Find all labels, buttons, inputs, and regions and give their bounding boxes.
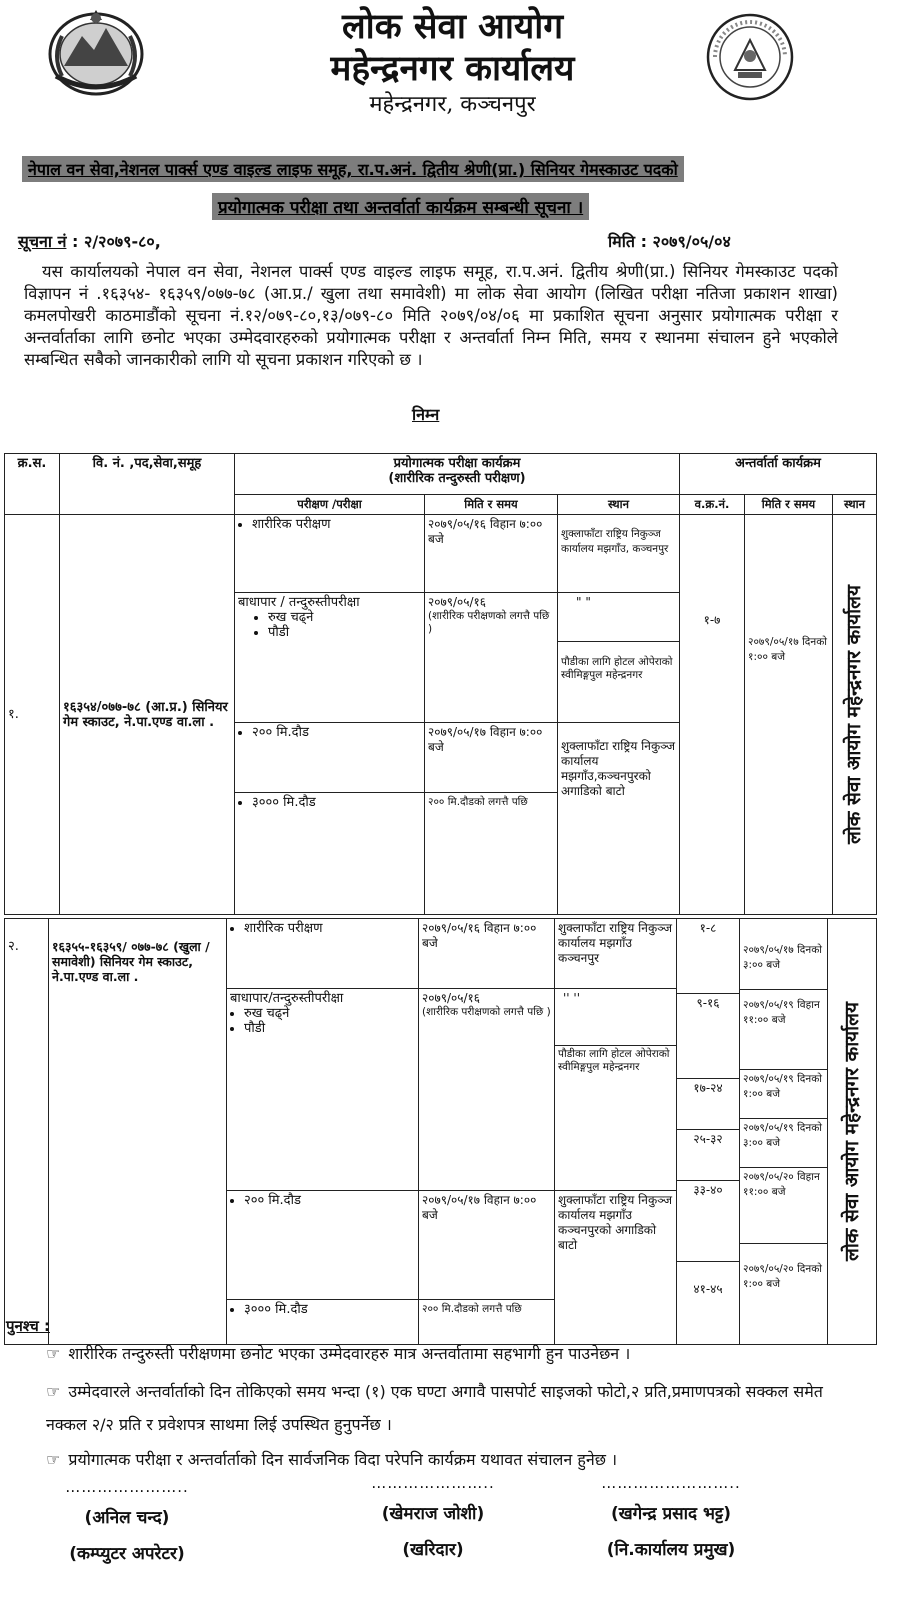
notice-value: : २/२०७९-८०, (72, 232, 161, 251)
row2-roll-5: ३३-४० (677, 1180, 739, 1261)
header-roll: व.क्र.नं. (680, 495, 745, 515)
row1-sn: १. (5, 515, 60, 915)
note-text-2: उम्मेदवारले अन्तर्वार्ताको दिन तोकिएको समय भन्दा (१) एक घण्टा अगावै पासपोर्ट साइजको फोटो,२ प्रति,प्रमाणपत्रको सक्कल समेत नक्कल २/२ प्रति र प्रवेशपत्र साथमा लिई उपस्थित हुनुपर्नेछ । (46, 1382, 823, 1434)
signature-title-3: (नि.कार्यालय प्रमुख) (606, 1540, 736, 1560)
header-date-time: मिति र समय (425, 495, 558, 515)
header-post: वि. नं. ,पद,सेवा,समूह (60, 454, 235, 515)
schedule-table-2 (4, 918, 877, 1345)
header-place: स्थान (558, 495, 680, 515)
notice-date (608, 230, 731, 252)
pointing-hand-icon: ☞ (46, 1450, 61, 1469)
row1-place1: शुक्लाफाँटा राष्ट्रिय निकुञ्ज कार्यालय मझगाँउ, कञ्चनपुर (558, 515, 680, 593)
date-label: मिति (608, 232, 635, 251)
notice-label: सूचना नं (18, 232, 67, 251)
row1-post: १६३५४/०७७-७८ (आ.प्र.) सिनियर गेम स्काउट, ने.पा.एण्ड वा.ला . (60, 515, 235, 915)
row2-idt-2: २०७९/०५/१९ विहान ११:०० बजे (740, 989, 827, 1069)
date-value: : २०७९/०५/०४ (640, 232, 731, 251)
row1-test4: • ३००० मि.दौड (252, 795, 421, 810)
row2-roll-1: १-८ (699, 921, 717, 935)
note-text-3: प्रयोगात्मक परीक्षा र अन्तर्वार्ताको दिन सार्वजनिक विदा परेपनि कार्यक्रम यथावत संचालन हुनेछ । (68, 1450, 618, 1469)
row2-roll-3: १७-२४ (677, 1078, 739, 1129)
office-title: महेन्द्रनगर कार्यालय (330, 48, 575, 89)
signature-name-2: (खेमराज जोशी) (381, 1504, 485, 1524)
pointing-hand-icon: ☞ (46, 1344, 61, 1363)
signature-title-2: (खरिदार) (402, 1540, 464, 1560)
row1-test2: बाधापार / तन्दुरुस्तीपरीक्षा (238, 595, 360, 610)
subject-line-1: नेपाल वन सेवा,नेशनल पार्क्स एण्ड वाइल्ड लाइफ समूह, रा.प.अनं. द्वितीय श्रेणी(प्रा.) सिनियर गेमस्काउट पदको (22, 156, 684, 182)
signature-name-1: (अनिल चन्द) (84, 1508, 170, 1528)
row2-idt-1: २०७९/०५/१७ दिनको ३:०० बजे (743, 944, 822, 971)
row2-idt-4: २०७९/०५/१९ दिनको ३:०० बजे (740, 1118, 827, 1167)
row2-place1: शुक्लाफाँटा राष्ट्रिय निकुञ्ज कार्यालय मझगाँउ कञ्चनपुर (555, 919, 677, 989)
row2-test2b: • पौडी (244, 1021, 415, 1036)
office-location: महेन्द्रनगर, कञ्चनपुर (369, 92, 536, 117)
header-interview: अन्तर्वार्ता कार्यक्रम (680, 454, 877, 495)
row2-interview-place: लोक सेवा आयोग महेन्द्रनगर कार्यालय (840, 1001, 863, 1262)
postscript-note-3 (46, 1446, 866, 1474)
org-title: लोक सेवा आयोग (341, 6, 564, 47)
nimna-heading: निम्न (412, 405, 440, 424)
table-row (5, 919, 877, 989)
header-practical-title: प्रयोगात्मक परीक्षा कार्यक्रम (393, 456, 521, 471)
row1-date3: २०७९/०५/१७ विहान ७:०० बजे (425, 723, 558, 793)
row1-test1: • शारीरिक परीक्षण (252, 517, 421, 532)
row2-date2a: २०७९/०५/१६ (422, 991, 481, 1005)
header-interview-place: स्थान (833, 495, 877, 515)
header-interview-date: मिति र समय (745, 495, 833, 515)
row2-sn: २. (5, 919, 49, 1345)
row2-test1: • शारीरिक परीक्षण (244, 921, 415, 936)
row2-date3: २०७९/०५/१७ विहान ७:०० बजे (419, 1191, 555, 1300)
row1-place4: शुक्लाफाँटा राष्ट्रिय निकुञ्ज कार्यालय मझगाँउ,कञ्चनपुरको अगाडिको बाटो (558, 723, 680, 915)
row2-idt-3: २०७९/०५/१९ दिनको १:०० बजे (740, 1069, 827, 1118)
signature-dots-3: …………………….. (601, 1474, 741, 1492)
row1-place3: पौडीका लागि होटल ओपेराको स्वीमिङ्गपुल महेन्द्रनगर (561, 656, 673, 681)
row2-place2: '' '' (555, 989, 676, 1046)
row1-roll: १-७ (680, 515, 745, 915)
row2-idt-6: २०७९/०५/२० दिनको १:०० बजे (740, 1243, 827, 1307)
row2-place3: पौडीका लागि होटल ओपेराको स्वीमिङ्गपुल महेन्द्रनगर (558, 1048, 670, 1073)
row1-date2b: (शारीरिक परीक्षणको लगत्तै पछि ) (428, 610, 550, 635)
row2-roll-4: २५-३२ (677, 1129, 739, 1180)
row2-date1: २०७९/०५/१६ विहान ७:०० बजे (419, 919, 555, 989)
subject-line-2: प्रयोगात्मक परीक्षा तथा अन्तर्वार्ता कार्यक्रम सम्बन्धी सूचना । (212, 193, 589, 220)
row2-roll-column (677, 919, 740, 1345)
row1-test2b: • पौडी (268, 625, 421, 640)
postscript-note-1 (46, 1340, 866, 1368)
row1-date1: २०७९/०५/१६ विहान ७:०० बजे (425, 515, 558, 593)
header-practical (235, 454, 680, 495)
header-test: परीक्षण /परीक्षा (235, 495, 425, 515)
pointing-hand-icon: ☞ (46, 1382, 61, 1401)
row2-idt-column (740, 919, 828, 1345)
header-sn: क्र.स. (5, 454, 60, 515)
signature-title-1: (कम्प्युटर अपरेटर) (69, 1544, 185, 1564)
row2-test4: • ३००० मि.दौड (244, 1302, 415, 1317)
postscript-note-2 (46, 1375, 866, 1441)
row2-test3: • २०० मि.दौड (244, 1193, 415, 1208)
row1-interview-place: लोक सेवा आयोग महेन्द्रनगर कार्यालय (843, 584, 865, 845)
table-row (5, 515, 877, 593)
row1-place2: " " (558, 593, 679, 642)
postscript-label: पुनश्च : (6, 1317, 50, 1335)
signature-name-3: (खगेन्द्र प्रसाद भट्ट) (611, 1504, 731, 1524)
row2-test2: बाधापार/तन्दुरुस्तीपरीक्षा (230, 991, 344, 1006)
schedule-table-1 (4, 453, 877, 915)
signature-dots-1: ………………….. (65, 1478, 189, 1496)
row2-idt-5: २०७९/०५/२० विहान ११:०० बजे (740, 1167, 827, 1243)
row1-test2a: • रुख चढ्ने (268, 610, 421, 625)
row1-interview-date: २०७९/०५/१७ दिनको १:०० बजे (745, 515, 833, 915)
row2-date2b: (शारीरिक परीक्षणको लगत्तै पछि ) (422, 1006, 551, 1018)
row2-roll-2: ९-१६ (677, 993, 739, 1078)
header-practical-sub: (शारीरिक तन्दुरुस्ती परीक्षण) (388, 471, 526, 486)
row1-date4: २०० मि.दौडको लगत्तै पछि (425, 793, 558, 915)
row2-place4: शुक्लाफाँटा राष्ट्रिय निकुञ्ज कार्यालय मझगाँउ कञ्चनपुरको अगाडिको बाटो (555, 1191, 677, 1345)
row2-date4: २०० मि.दौडको लगत्तै पछि (419, 1300, 555, 1345)
row1-test3: • २०० मि.दौड (252, 725, 421, 740)
row2-roll-6: ४१-४५ (677, 1261, 739, 1344)
body-paragraph: यस कार्यालयको नेपाल वन सेवा, नेशनल पार्क्स एण्ड वाइल्ड लाइफ समूह, रा.प.अनं. द्वितीय श्रेणी(प्रा.) सिनियर गेमस्काउट पदको विज्ञापन नं .१६३५४- १६३५९/०७७-७८ (आ.प्र./ खुला तथा समावेशी) मा लोक सेवा आयोग (लिखित परीक्षा नतिजा प्रकाशन शाखा) कमलपोखरी काठमाडौंको सूचना नं.१२/०७९-८०,१३/०७९-८० मिति २०७९/०४/०६ मा प्रकाशित सूचना अनुसार प्रयोगात्मक परीक्षा र अन्तर्वार्ताका लागि छनोट भएका उम्मेदवारहरुको प्रयोगात्मक परीक्षा र अन्तर्वार्ता निम्न मिति, समय र स्थानमा संचालन हुने भएकोले सम्बन्धित सबैको जानकारीको लागि यो सूचना प्रकाशन गरिएको छ । (24, 262, 838, 369)
notice-number (18, 230, 161, 252)
note-text-1: शारीरिक तन्दुरुस्ती परीक्षणमा छनोट भएका उम्मेदवारहरु मात्र अन्तर्वातामा सहभागी हुन पाउनेछन । (68, 1344, 631, 1363)
signature-dots-2: ………………….. (371, 1474, 495, 1492)
row2-test2a: • रुख चढ्ने (244, 1006, 415, 1021)
row1-date2a: २०७९/०५/१६ (428, 595, 487, 609)
row2-post: १६३५५-१६३५९/ ०७७-७८ (खुला /समावेशी) सिनियर गेम स्काउट, ने.पा.एण्ड वा.ला . (49, 919, 227, 1345)
